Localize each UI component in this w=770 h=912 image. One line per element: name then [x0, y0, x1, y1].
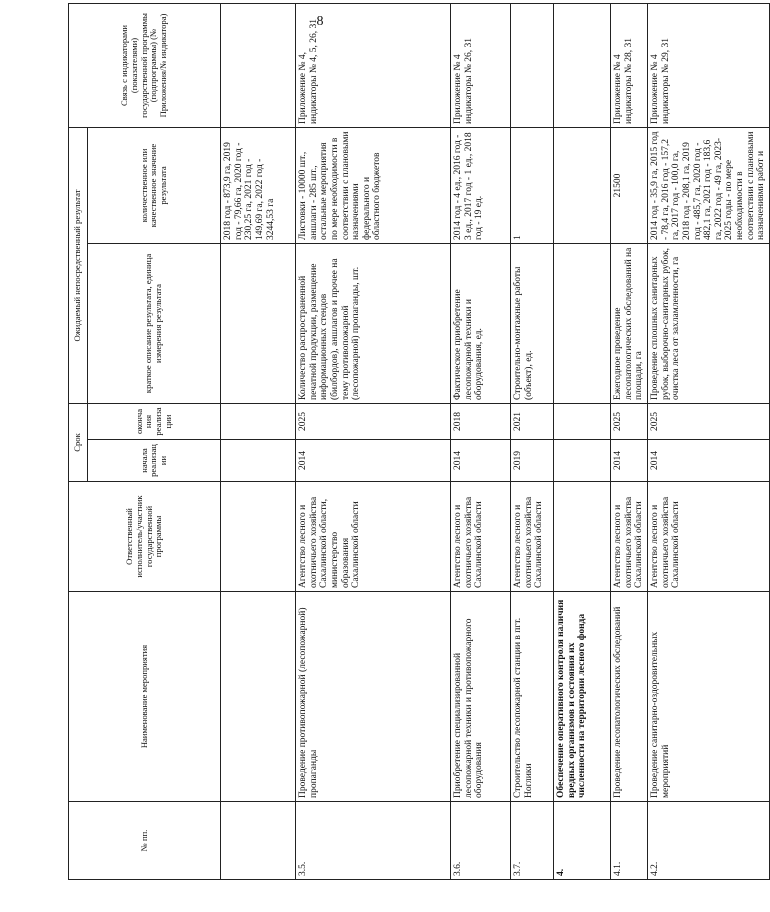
cell-end: 2018	[451, 403, 511, 439]
cell-end: 2021	[511, 403, 554, 439]
header-term: Срок	[69, 403, 88, 481]
cell-num: 3.7.	[511, 802, 554, 880]
cell-end: 2025	[648, 403, 770, 439]
cell-desc	[554, 243, 611, 403]
table-row	[611, 3, 648, 879]
cell-desc: Проведение сплошных санитарных рубок, выборочно-санитарных рубок, очистка леса от захламленности, га	[648, 243, 770, 403]
cell-quant: 2014 год - 35,9 га, 2015 год - 78,4 га, 2016 год - 157,2 га, 2017 год - 100,0 га, 2018 год - 208,1 га, 2019 год - 485,7 га, 2020 год - 482,1 га, 2021 год - 183,6 га, 2022 год - 49 га, 2023-2025 годы - по мере необходимости в соответствии с плановыми назначениями работ и	[648, 127, 770, 243]
table-row	[296, 3, 451, 879]
cell-num: 4.2.	[648, 802, 770, 880]
cell-link: Приложение № 4, индикаторы № 4, 5, 26, 31	[296, 3, 451, 127]
cell-num: 4.	[554, 802, 611, 880]
cell-desc: Строительно-монтажные работы (объект), ед.	[511, 243, 554, 403]
cell-link: Приложение № 4 индикаторы № 28, 31	[611, 3, 648, 127]
page-number: 8	[316, 14, 324, 29]
rotated-table-wrapper	[68, 4, 767, 880]
header-responsible: Ответственный исполнитель/участник государственной программы	[69, 482, 221, 592]
cell-start: 2019	[511, 440, 554, 482]
cell-desc: Фактическое приобретение лесопожарной техники и оборудования, ед.	[451, 243, 511, 403]
cell-start: 2014	[451, 440, 511, 482]
cell-activity: Строительство лесопожарной станции в пгт. Ноглики	[511, 592, 554, 802]
cell-end: 2025	[611, 403, 648, 439]
cell-activity: Обеспечение оперативного контроля наличия вредных организмов и состояния их численности на территории лесного фонда	[554, 592, 611, 802]
header-end: окончания реализации	[88, 403, 221, 439]
header-expected: Ожидаемый непосредственный результат	[69, 127, 88, 403]
table-row	[648, 3, 770, 879]
table-row-continuation	[221, 3, 296, 879]
header-short-desc: краткое описание результата, единица измерения результата	[88, 243, 221, 403]
header-start: начала реализации	[88, 440, 221, 482]
table-row	[451, 3, 511, 879]
cell-link: Приложение № 4 индикаторы № 26, 31	[451, 3, 511, 127]
cell-responsible: Агентство лесного и охотничьего хозяйства Сахалинской области	[451, 482, 511, 592]
cell-quant: 21500	[611, 127, 648, 243]
cell-quant	[554, 127, 611, 243]
cell-responsible: Агентство лесного и охотничьего хозяйства Сахалинской области, министерство образования Сахалинской области	[296, 482, 451, 592]
cell-activity: Проведение противопожарной (лесопожарной) пропаганды	[296, 592, 451, 802]
cell-desc: Количество распространенной печатной продукции, размещение информационных стендов (билбордов), аншлагов и прочее на тему противопожарной (лесопожарной) пропаганды, шт.	[296, 243, 451, 403]
cell-start	[554, 440, 611, 482]
cell-responsible: Агентство лесного и охотничьего хозяйства Сахалинской области	[648, 482, 770, 592]
header-link: Связь с индикаторами (показателями) государственной программы (подпрограммы) (№ Приложения/№ индикатора)	[69, 3, 221, 127]
cell-start: 2014	[296, 440, 451, 482]
cell-responsible: Агентство лесного и охотничьего хозяйства Сахалинской области	[511, 482, 554, 592]
cell-num: 4.1.	[611, 802, 648, 880]
activities-table	[68, 3, 770, 880]
cell-quant: 2018 год - 873,9 га, 2019 год - 79,66 га, 2020 год - 230,25 га, 2021 год - 149,69 га, 2022 год - 3244,53 га	[221, 127, 296, 243]
header-num: № пп.	[69, 802, 221, 880]
cell-desc: Ежегодное проведение лесопатологических обследований на площади, га	[611, 243, 648, 403]
cell-quant: Листовки - 10000 шт., аншлаги - 285 шт., остальные мероприятия по мере необходимости в соответствии с плановыми назначениями федерального и областного бюджетов	[296, 127, 451, 243]
cell-num: 3.6.	[451, 802, 511, 880]
header-quant: количественное или качественное значение результата	[88, 127, 221, 243]
table-row	[511, 3, 554, 879]
cell-quant: 1	[511, 127, 554, 243]
table-row-section	[554, 3, 611, 879]
cell-num: 3.5.	[296, 802, 451, 880]
cell-link	[554, 3, 611, 127]
cell-end	[554, 403, 611, 439]
cell-activity: Проведение санитарно-оздоровительных мероприятий	[648, 592, 770, 802]
cell-end: 2025	[296, 403, 451, 439]
header-row-1	[69, 3, 88, 879]
cell-start: 2014	[648, 440, 770, 482]
cell-start: 2014	[611, 440, 648, 482]
cell-link: Приложение № 4 индикаторы № 29, 31	[648, 3, 770, 127]
cell-responsible: Агентство лесного и охотничьего хозяйства Сахалинской области	[611, 482, 648, 592]
cell-responsible	[554, 482, 611, 592]
cell-quant: 2014 год - 4 ед., 2016 год - 3 ед., 2017 год - 1 ед., 2018 год - 19 ед.	[451, 127, 511, 243]
cell-activity: Проведение лесопатологических обследований	[611, 592, 648, 802]
cell-activity: Приобретение специализированной лесопожарной техники и противопожарного оборудования	[451, 592, 511, 802]
cell-link	[511, 3, 554, 127]
header-activity: Наименование мероприятия	[69, 592, 221, 802]
